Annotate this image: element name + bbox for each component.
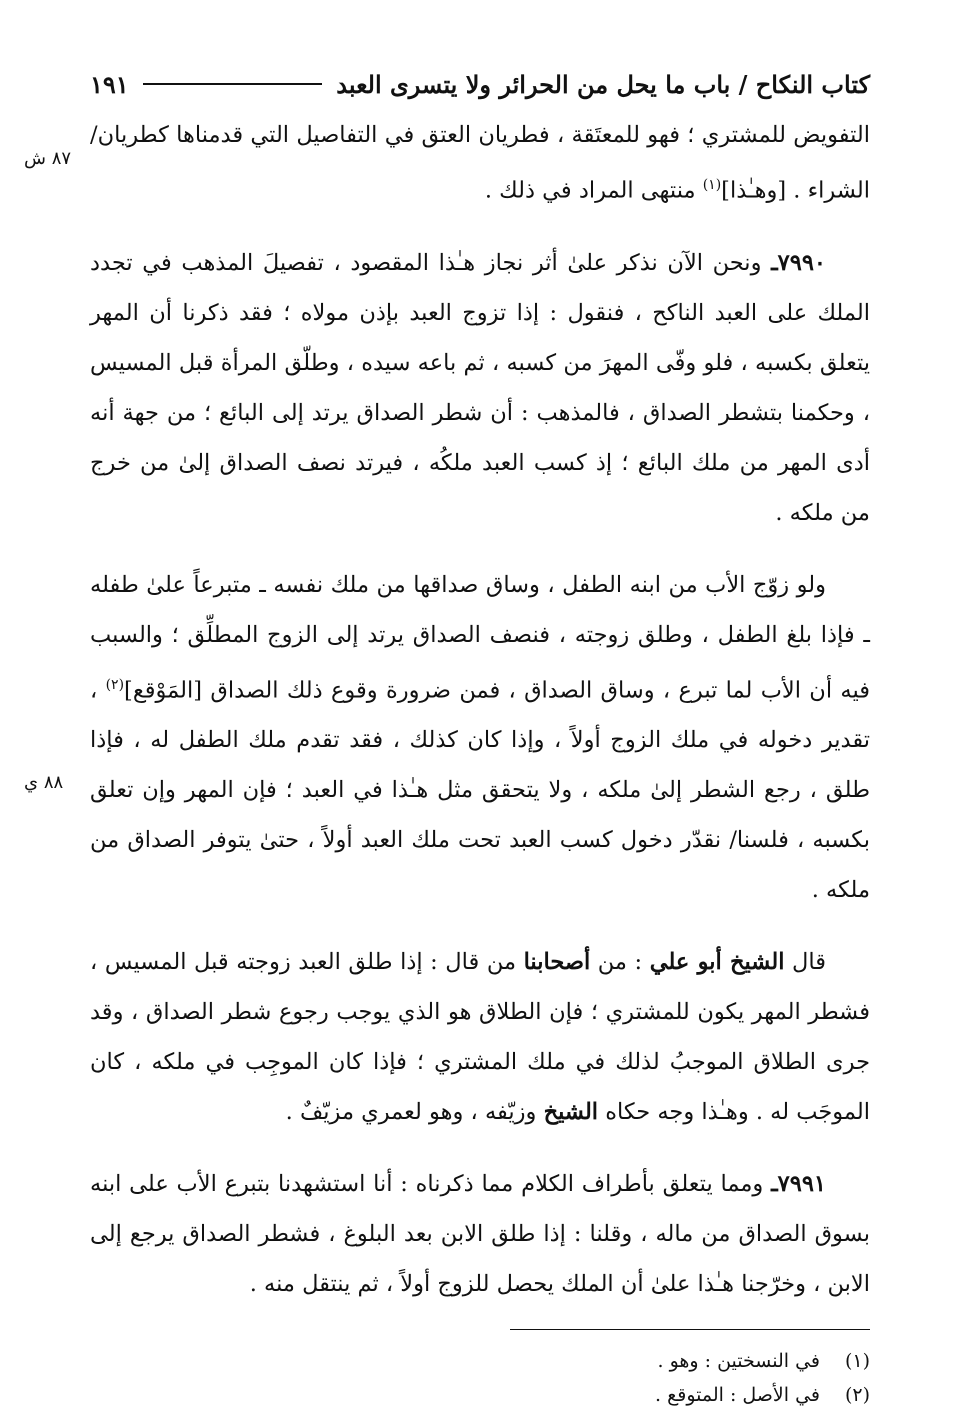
paragraph-text: وزيّفه ، وهو لعمري مزيّفٌ . [285, 1099, 544, 1125]
running-header [90, 60, 870, 108]
paragraph-continuation [90, 110, 870, 216]
bold-name: الشيخ أبو علي [649, 949, 785, 975]
footnote-divider [510, 1329, 870, 1330]
paragraph-number: ٧٩٩١ـ [771, 1171, 826, 1197]
paragraph-abu-ali [90, 937, 870, 1137]
paragraph-father-son [90, 560, 870, 916]
paragraph-text: ونحن الآن نذكر علىٰ أثر نجاز هـٰذا المقصود ، تفصيلَ المذهب في تجدد الملك على العبد الناكح ، فنقول : إذا تزوج العبد بإذن مولاه ؛ فقد ذكرنا أن المهر يتعلق بكسبه ، فلو وفّى المهرَ من كسبه ، ثم باعه سيده ، وطلّق المرأة قبل المسيس ، وحكمنا بتشطر الصداق ، فالمذهب : أن شطر الصداق يرتد إلى البائع ؛ من جهة أنه أدى المهر من ملك البائع ؛ إذ كسب العبد ملكُه ، فيرتد نصف الصداق إلىٰ من خرج من ملكه . [90, 249, 870, 526]
footnote-text: في الأصل : المتوقع . [655, 1384, 820, 1406]
footnote-ref-1: (١) [702, 177, 722, 193]
bold-name: الشيخ [543, 1099, 599, 1125]
paragraph-text: التفويض للمشتري ؛ فهو للمعتَقة ، فطريان العتق في التفاصيل التي قدمناها كطريان/ الشراء . [وهـٰذا] [90, 122, 870, 204]
footnote [90, 1378, 870, 1412]
header-title: كتاب النكاح / باب ما يحل من الحرائر ولا يتسرى العبد [336, 69, 870, 99]
paragraph-text: ومما يتعلق بأطراف الكلام مما ذكرناه : أنا استشهدنا بتبرع الأب على ابنه بسوق الصداق من ماله ، وقلنا : إذا طلق الابن بعد البلوغ ، فشطر الصداق يرجع إلى الابن ، وخرّجنا هـٰذا علىٰ أن الملك يحصل للزوج أولاً ، ثم ينتقل منه . [90, 1171, 870, 1297]
footnote-number: (٢) [844, 1384, 870, 1406]
paragraph-text: : من [590, 949, 650, 975]
paragraph-text: ولو زوّج الأب من ابنه الطفل ، وساق صداقها من ملك نفسه ـ متبرعاً علىٰ طفله ـ فإذا بلغ الطفل ، وطلق زوجته ، فنصف الصداق يرتد إلى الزوج المطلِّق ؛ والسبب فيه أن الأب لما تبرع ، وساق الصداق ، فمن ضرورة وقوع ذلك الصداق [المَوْقع] [90, 571, 870, 703]
footnote-ref-2: (٢) [105, 676, 125, 693]
footnote-number: (١) [844, 1350, 870, 1372]
paragraph-text: قال [784, 949, 826, 975]
paragraph-7990 [90, 238, 870, 538]
margin-note: ٨٧ ش [24, 148, 72, 169]
paragraph-7991 [90, 1159, 870, 1309]
footnotes [90, 1344, 870, 1412]
page [90, 60, 870, 1412]
paragraph-number: ٧٩٩٠ـ [771, 249, 826, 276]
paragraph-text: من قال : إذا طلق العبد زوجته قبل المسيس ، فشطر المهر يكون للمشتري ؛ فإن الطلاق هو الذي يوجب رجوع شطر الصداق ، وقد جرى الطلاق الموجبُ لذلك في ملك المشتري ؛ فإذا كان الموجِب في ملكه ، كان الموجَب له . وهـٰذا وجه حكاه [90, 949, 870, 1125]
bold-name: أصحابنا [523, 949, 591, 975]
margin-note: ٨٨ ي [24, 772, 64, 793]
paragraph-text: منتهى المراد في ذلك . [484, 177, 703, 204]
footnote [90, 1344, 870, 1378]
page-number: ١٩١ [90, 69, 129, 99]
footnote-text: في النسختين : وهو . [657, 1350, 820, 1372]
header-rule [143, 83, 323, 85]
paragraph-text: ، تقدير دخوله في ملك الزوج أولاً ، وإذا كان كذلك ، فقد تقدم ملك الطفل له ، فإذا طلق ، رجع الشطر إلىٰ ملكه ، ولا يتحقق مثل هـٰذا في العبد ؛ فإن المهر وإن تعلق بكسبه ، فلسنا/ نقدّر دخول كسب العبد تحت ملك العبد أولاً ، حتىٰ يتوفر الصداق من ملكه . [90, 677, 870, 903]
